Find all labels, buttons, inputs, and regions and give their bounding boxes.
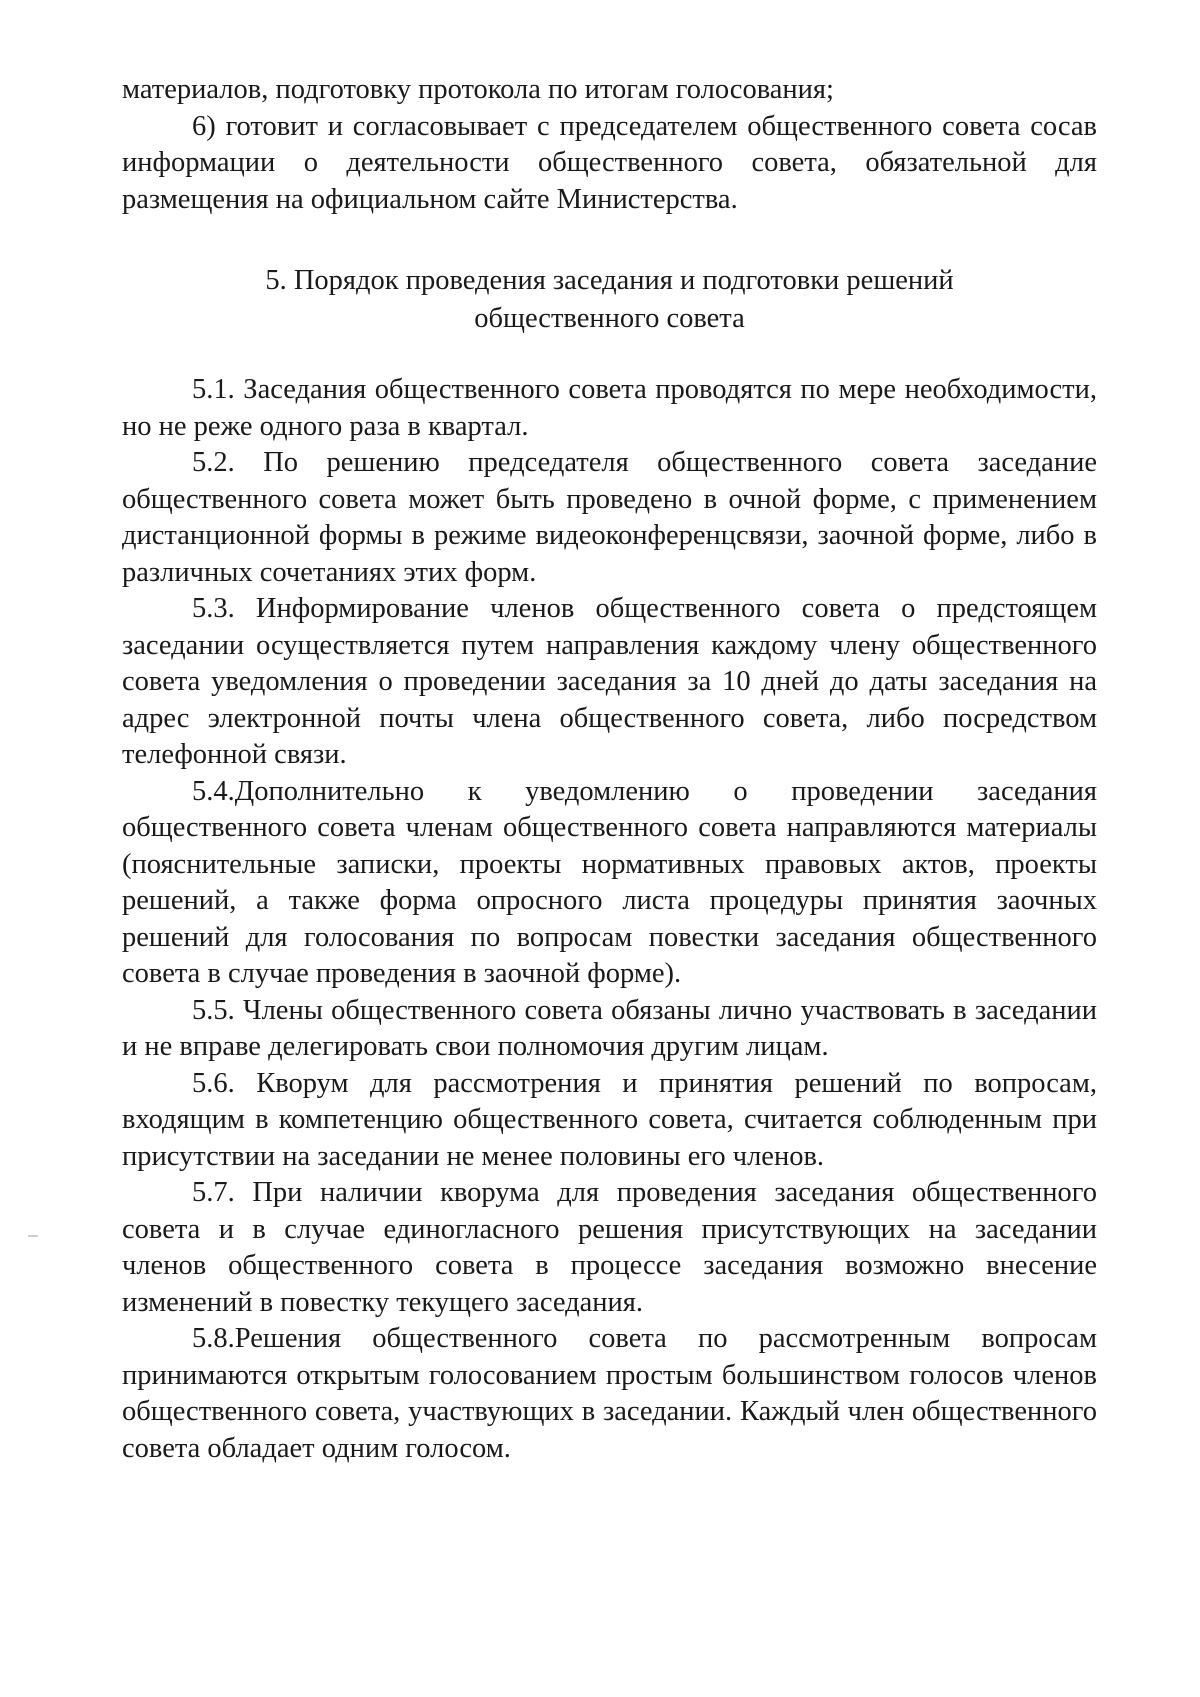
section-5-heading: [122, 262, 1097, 338]
clause-5-7: 5.7. При наличии кворума для проведения заседания общественного совета и в случае единогласного решения присутствующих на заседании членов общественного совета в процессе заседания возможно внесение изменений в повестку текущего заседания.: [122, 1177, 1097, 1318]
intro-continuation-line: материалов, подготовку протокола по итогам голосования;: [122, 74, 834, 105]
clause-5-3: 5.3. Информирование членов общественного совета о предстоящем заседании осуществляется путем направления каждому члену общественного совета уведомления о проведении заседания за 10 дней до даты заседания на адрес электронной почты члена общественного совета, либо посредством телефонной связи.: [122, 593, 1097, 770]
clause-5-1: 5.1. Заседания общественного совета проводятся по мере необходимости, но не реже одного раза в квартал.: [122, 374, 1097, 442]
intro-block: [122, 72, 1097, 218]
clause-5-8: 5.8.Решения общественного совета по рассмотренным вопросам принимаются открытым голосованием простым большинством голосов членов общественного совета, участвующих в заседании. Каждый член общественного совета обладает одним голосом.: [122, 1323, 1097, 1464]
clause-5-4: 5.4.Дополнительно к уведомлению о проведении заседания общественного совета членам общественного совета направляются материалы (пояснительные записки, проекты нормативных правовых актов, проекты решений, а также форма опросного листа процедуры принятия заочных решений для голосования по вопросам повестки заседания общественного совета в случае проведения в заочной форме).: [122, 775, 1097, 989]
section-5-body: [122, 372, 1097, 1467]
clause-5-6: 5.6. Кворум для рассмотрения и принятия решений по вопросам, входящим в компетенцию общественного совета, считается соблюденным при присутствии на заседании не менее половины его членов.: [122, 1067, 1097, 1172]
clause-5-5: 5.5. Члены общественного совета обязаны лично участвовать в заседании и не вправе делегировать свои полномочия другим лицам.: [122, 994, 1097, 1062]
clause-5-2: 5.2. По решению председателя общественного совета заседание общественного совета может быть проведено в очной форме, с применением дистанционной формы в режиме видеоконференцсвязи, заочной форме, либо в различных сочетаниях этих форм.: [122, 447, 1097, 588]
item-6-paragraph: 6) готовит и согласовывает с председателем общественного совета сосав информации о деятельности общественного совета, обязательной для размещения на официальном сайте Министерства.: [122, 110, 1097, 215]
section-heading-line-2: общественного совета: [474, 303, 745, 334]
section-heading-line-1: 5. Порядок проведения заседания и подготовки решений: [265, 265, 954, 296]
scan-margin-mark: [28, 1235, 38, 1237]
